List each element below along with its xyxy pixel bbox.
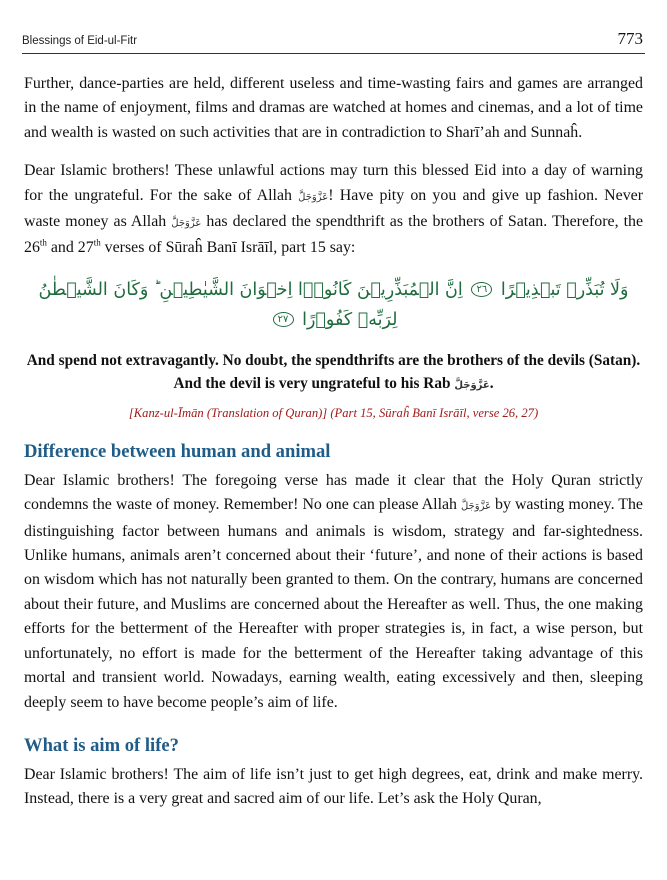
- verse-text: اِنَّ الۡمُبَذِّرِيۡنَ كَانُوۡۤا اِخۡوَانَ الشَّيٰطِيۡنِ ؕ وَكَانَ الشَّيۡطٰنُ لِرَبِّهٖ كَفُوۡرًا: [38, 279, 463, 330]
- text-fragment: .: [489, 374, 494, 392]
- honorific-azza-wajal: عَزَّوَجَلَّ: [171, 218, 202, 230]
- page-header: [22, 27, 645, 54]
- text-fragment: and 27: [46, 239, 94, 257]
- verse-text: وَلَا تُبَذِّرۡ تَبۡذِيۡرًا: [500, 279, 629, 300]
- page-body: [24, 72, 643, 812]
- section-heading-human-animal: Difference between human and animal: [24, 440, 331, 462]
- text-fragment: has declared the spendthrift as the brothers of Satan. Therefore, the 26: [24, 213, 644, 257]
- verse-translation: [24, 349, 643, 397]
- text-fragment: And the devil is very ungrateful to his Rab: [173, 374, 455, 392]
- quran-verse-arabic: [24, 275, 643, 335]
- honorific-azza-wajal: عَزَّوَجَلَّ: [298, 191, 329, 203]
- translation-line: [24, 372, 643, 397]
- text-fragment: Dear Islamic brothers! The foregoing verse has made it clear that the Holy Quran strictly condemns the waste of money. Remember! No one can please Allah: [24, 471, 643, 514]
- ordinal-suffix: th: [39, 238, 47, 249]
- paragraph-human-animal: [24, 469, 643, 715]
- text-fragment: by wasting money. The distinguishing factor between humans and animals is wisdom, strategy and far-sightedness. Unlike humans, animals aren’t concerned about their ‘future’, and none of their actions is based on wisdom which has not naturally been granted to them. On the contrary, humans are concerned about their future, and Muslims are concerned about the Hereafter as well. Thus, the one making efforts for the betterment of the Hereafter with proper strategies is, in fact, a wise person, but unfortunately, no effort is made for the betterment of the Hereafter taking advantage of this mortal and transient world. Nowadays, earning wealth, eating excessively and then, sleeping deeply seem to have become people’s aim of life.: [24, 496, 643, 711]
- paragraph-aim-of-life: Dear Islamic brothers! The aim of life isn’t just to get high degrees, eat, drink and make merry. Instead, there is a very great and sacred aim of our life. Let’s ask the Holy Quran,: [24, 765, 643, 808]
- honorific-azza-wajal: عَزَّوَجَلَّ: [454, 379, 490, 391]
- translation-line: And spend not extravagantly. No doubt, the spendthrifts are the brothers of the devils (Satan).: [26, 351, 641, 369]
- paragraph-intro: Further, dance-parties are held, different useless and time-wasting fairs and games are arranged in the name of enjoyment, films and dramas are watched at homes and cinemas, and a lot of time and wealth is wasted on such activities that are in contradiction to Sharī’ah and Sunnaĥ.: [24, 75, 643, 141]
- honorific-azza-wajal: عَزَّوَجَلَّ: [460, 501, 492, 513]
- text-fragment: ! Have pity on you and give up fashion. Never waste money as Allah: [24, 186, 643, 231]
- verse-number-marker: ٢٧: [273, 312, 294, 327]
- running-title: Blessings of Eid-ul-Fitr: [22, 35, 138, 47]
- text-fragment: Dear Islamic brothers! These unlawful actions may turn this blessed Eid into a day of warning for the ungrateful. For the sake of Allah: [24, 162, 643, 204]
- section-heading-aim-of-life: What is aim of life?: [24, 734, 179, 756]
- verse-number-marker: ٢٦: [471, 282, 492, 297]
- paragraph-eid-warning: [24, 159, 643, 261]
- page-number: 773: [617, 29, 643, 48]
- ordinal-suffix: th: [93, 238, 101, 249]
- text-fragment: verses of Sūraĥ Banī Isrāīl, part 15 say:: [100, 239, 356, 257]
- verse-reference: [Kanz-ul-Īmān (Translation of Quran)] (Part 15, Sūraĥ Banī Isrāīl, verse 26, 27): [128, 405, 539, 420]
